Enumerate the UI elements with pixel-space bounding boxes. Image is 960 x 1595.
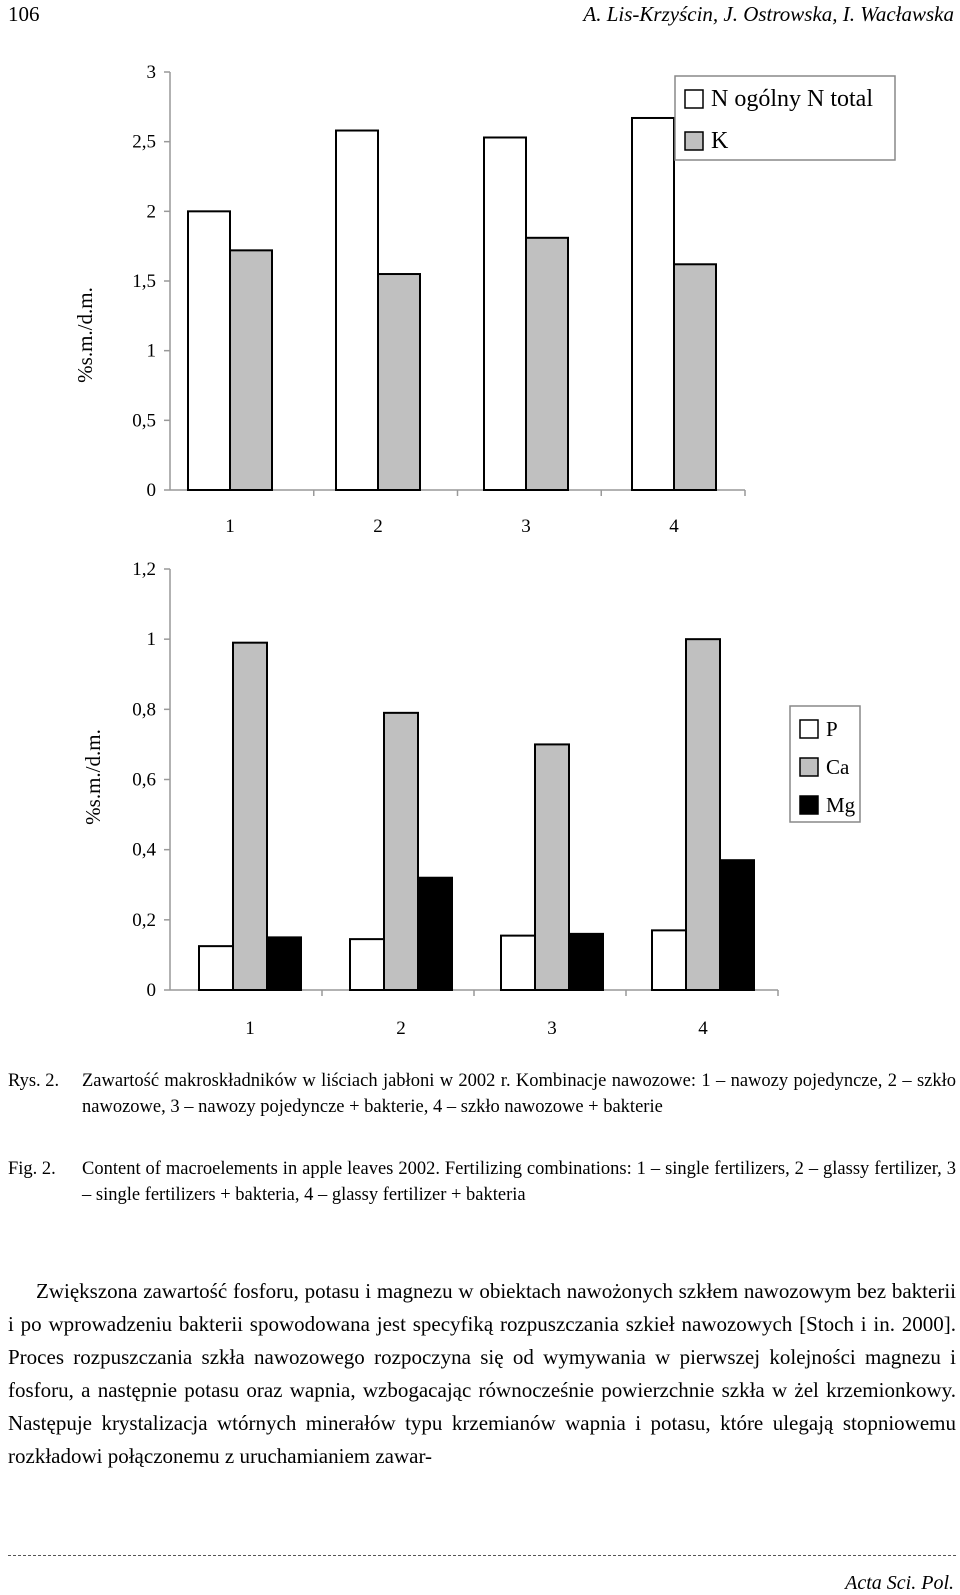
figure-caption-pl: [8, 1068, 956, 1120]
y-tick-label: 0,5: [132, 410, 156, 432]
bar-ca-3: [535, 744, 569, 990]
bar-mg-3: [569, 934, 603, 990]
x-tick-label: 1: [225, 516, 235, 537]
bar-n-2: [336, 131, 378, 490]
caption-pl-label: Rys. 2.: [8, 1071, 60, 1091]
legend-swatch: [800, 796, 818, 814]
bar-p-2: [350, 939, 384, 990]
y-tick-label: 1: [146, 340, 156, 362]
page-number: 106: [8, 2, 40, 26]
bar-ca-4: [686, 639, 720, 990]
legend-swatch: [685, 90, 703, 108]
legend-swatch: [685, 132, 703, 150]
legend-label: N ogólny N total: [711, 86, 873, 112]
y-tick-label: 0,4: [132, 839, 156, 861]
bar-mg-4: [720, 860, 754, 990]
legend-label: K: [711, 128, 729, 154]
x-tick-label: 4: [669, 516, 679, 537]
caption-pl-text: Zawartość makroskładników w liściach jabłoni w 2002 r. Kombinacje nawozowe: 1 – nawozy pojedyncze, 2 – szkło nawozowe, 3 – nawozy pojedyncze + bakterie, 4 – szkło nawozowe + bakterie: [82, 1071, 956, 1117]
bar-p-4: [652, 930, 686, 990]
y-tick-label: 1,2: [132, 559, 156, 580]
bar-p-1: [199, 946, 233, 990]
y-tick-label: 0,6: [132, 769, 156, 791]
y-axis-label: %s.m./d.m.: [81, 729, 105, 825]
bar-n-4: [632, 118, 674, 490]
bar-ca-1: [233, 643, 267, 990]
y-tick-label: 1,5: [132, 271, 156, 292]
y-tick-label: 0,2: [132, 909, 156, 931]
y-tick-label: 2,5: [132, 131, 156, 153]
figure-caption-en: [8, 1156, 956, 1208]
y-axis-label: %s.m./d.m.: [73, 287, 97, 383]
bar-mg-2: [418, 878, 452, 990]
x-tick-label: 3: [547, 1018, 557, 1039]
y-tick-label: 0,8: [132, 699, 156, 721]
x-tick-label: 1: [245, 1018, 255, 1039]
bar-mg-1: [267, 937, 301, 990]
running-header-authors: A. Lis-Krzyścin, J. Ostrowska, I. Wacławska: [583, 2, 954, 26]
x-tick-label: 3: [521, 516, 531, 537]
y-tick-label: 3: [146, 62, 156, 83]
caption-en-label: Fig. 2.: [8, 1159, 56, 1179]
legend-label: Mg: [826, 793, 856, 817]
y-tick-label: 0: [146, 480, 156, 501]
bar-k-2: [378, 274, 420, 490]
footer-journal-name: Acta Sci. Pol.: [845, 1572, 954, 1594]
x-tick-label: 4: [698, 1018, 708, 1039]
bar-n-1: [188, 211, 230, 490]
y-tick-label: 2: [146, 201, 156, 223]
chart-n-k: [0, 50, 960, 595]
y-tick-label: 0: [146, 980, 156, 1001]
legend-label: P: [826, 717, 838, 741]
legend-label: Ca: [826, 755, 850, 779]
bar-k-4: [674, 264, 716, 490]
bar-ca-2: [384, 713, 418, 990]
body-paragraph: [8, 1275, 956, 1473]
bar-n-3: [484, 137, 526, 490]
bar-k-3: [526, 238, 568, 490]
x-tick-label: 2: [373, 516, 383, 537]
y-tick-label: 1: [146, 629, 156, 651]
legend-swatch: [800, 758, 818, 776]
footer-divider: [8, 1555, 956, 1556]
bar-p-3: [501, 936, 535, 990]
x-tick-label: 2: [396, 1018, 406, 1039]
chart-p-ca-mg: [0, 552, 960, 1062]
bar-k-1: [230, 250, 272, 490]
body-paragraph-text: Zwiększona zawartość fosforu, potasu i magnezu w obiektach nawożonych szkłem nawozowym bez bakterii i po wprowadzeniu bakterii spowodowana jest specyfiką rozpuszczania szkieł nawozowych [Stoch i in. 2000]. Proces rozpuszczania szkła nawozowego rozpoczyna się od wymywania w pierwszej kolejności magnezu i fosforu, a następnie potasu oraz wapnia, wzbogacając równocześnie powierzchnie szkła w żel krzemionkowy. Następuje krystalizacja wtórnych minerałów typu krzemianów wapnia i potasu, które ulegają stopniowemu rozkładowi połączonemu z uruchamianiem zawar-: [8, 1279, 956, 1468]
caption-en-text: Content of macroelements in apple leaves 2002. Fertilizing combinations: 1 – single fertilizers, 2 – glassy fertilizer, 3 – single fertilizers + bakteria, 4 – glassy fertilizer + bakteria: [82, 1159, 956, 1205]
legend-swatch: [800, 720, 818, 738]
